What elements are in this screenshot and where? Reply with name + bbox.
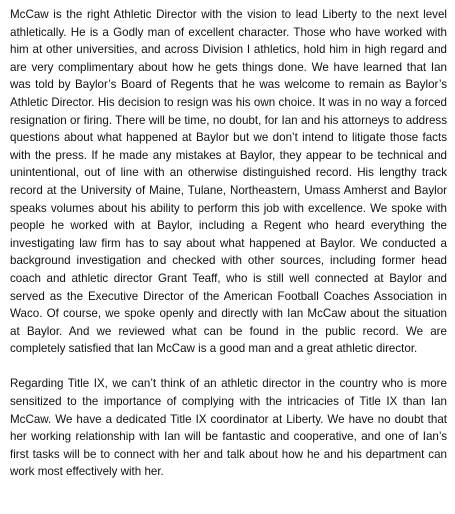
paragraph-mccaw-endorsement: McCaw is the right Athletic Director with the vision to lead Liberty to the next level athletically. He is a Godly man of excellent character. Those who have worked with him at other universities, and across Division I athletics, hold him in high regard and are very complimentary about how he gets things done. We have learned that Ian was told by Baylor’s Board of Regents that he was welcome to remain as Baylor’s Athletic Director. His decision to resign was his own choice. It was in no way a forced resignation or firing. There will be time, no doubt, for Ian and his attorneys to address questions about what happened at Baylor but we don’t intend to litigate those facts with the press. If he made any mistakes at Baylor, they appear to be technical and unintentional, out of line with an otherwise distinguished record. His lengthy track record at the University of Maine, Tulane, Northeastern, Umass Amherst and Baylor speaks volumes about his ability to perform this job with excellence. We spoke with people he worked with at Baylor, including a Regent who heard everything the investigating law firm has to say about what happened at Baylor. We conducted a background investigation and checked with other sources, including former head coach and athletic director Grant Teaff, who is still well connected at Baylor and served as the Executive Director of the American Football Coaches Association in Waco. Of course, we spoke openly and directly with Ian McCaw about the situation at Baylor. And we reviewed what can be found in the public record. We are completely satisfied that Ian McCaw is a good man and a great athletic director. [10, 8, 447, 356]
paragraph-title-ix: Regarding Title IX, we can’t think of an athletic director in the country who is more sensitized to the importance of complying with the intricacies of Title IX than Ian McCaw. We have a dedicated Title IX coordinator at Liberty. We have no doubt that her working relationship with Ian will be fantastic and cooperative, and one of Ian’s first tasks will be to connect with her and talk about how he and his department can work most effectively with her. [10, 377, 447, 479]
statement-document [10, 6, 447, 499]
